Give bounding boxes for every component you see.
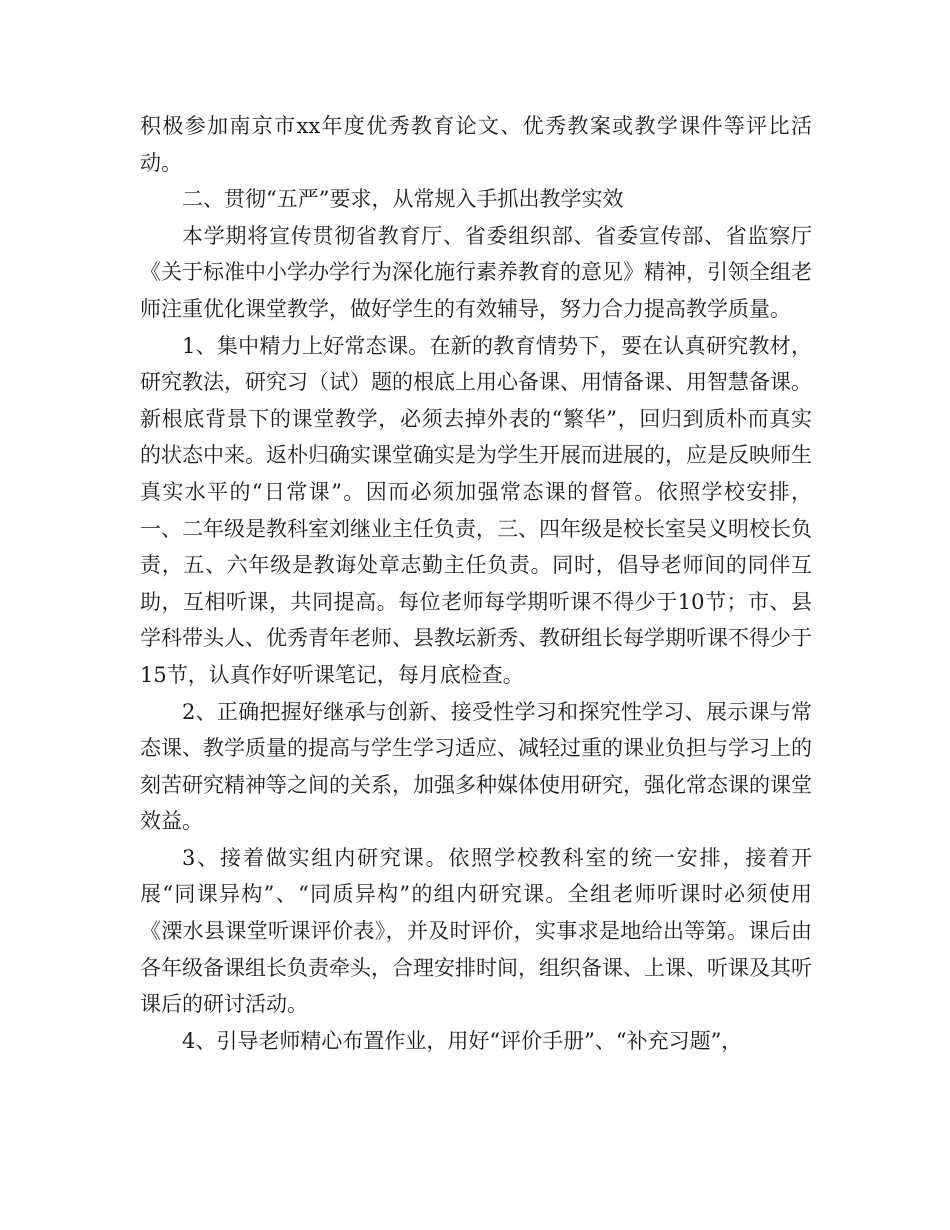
paragraph-intro: 本学期将宣传贯彻省教育厅、省委组织部、省委宣传部、省监察厅《关于标准中小学办学行为深化施行素养教育的意见》精神，引领全组老师注重优化课堂教学，做好学生的有效辅导，努力合力提高教学质量。: [140, 223, 812, 321]
paragraph-continuation: 积极参加南京市xx年度优秀教育论文、优秀教案或教学课件等评比活动。: [140, 114, 812, 175]
section-heading: 二、贯彻“五严”要求，从常规入手抓出教学实效: [182, 187, 624, 212]
paragraph-item-2: 2、正确把握好继承与创新、接受性学习和探究性学习、展示课与常态课、教学质量的提高与学生学习适应、减轻过重的课业负担与学习上的刻苦研究精神等之间的关系，加强多种媒体使用研究，强化常态课的课堂效益。: [140, 699, 812, 834]
paragraph-item-1: 1、集中精力上好常态课。在新的教育情势下，要在认真研究教材，研究教法，研究习（试）题的根底上用心备课、用情备课、用智慧备课。新根底背景下的课堂教学，必须去掉外表的“繁华”，回归到质朴而真实的状态中来。返朴归确实课堂确实是为学生开展而进展的，应是反映师生真实水平的“日常课”。因而必须加强常态课的督管。依照学校安排，一、二年级是教科室刘继业主任负责，三、四年级是校长室吴义明校长负责，五、六年级是教诲处章志勤主任负责。同时，倡导老师间的同伴互助，互相听课，共同提高。每位老师每学期听课不得少于10节；市、县学科带头人、优秀青年老师、县教坛新秀、教研组长每学期听课不得少于15节，认真作好听课笔记，每月底检查。: [140, 333, 812, 687]
document-body: [140, 108, 812, 1059]
paragraph-item-3: 3、接着做实组内研究课。依照学校教科室的统一安排，接着开展“同课异构”、“同质异构”的组内研究课。全组老师听课时必须使用《溧水县课堂听课评价表》，并及时评价，实事求是地给出等第。课后由各年级备课组长负责牵头，合理安排时间，组织备课、上课、听课及其听课后的研讨活动。: [140, 845, 812, 1017]
paragraph-item-4: 4、引导老师精心布置作业，用好“评价手册”、“补充习题”，: [182, 1028, 743, 1053]
